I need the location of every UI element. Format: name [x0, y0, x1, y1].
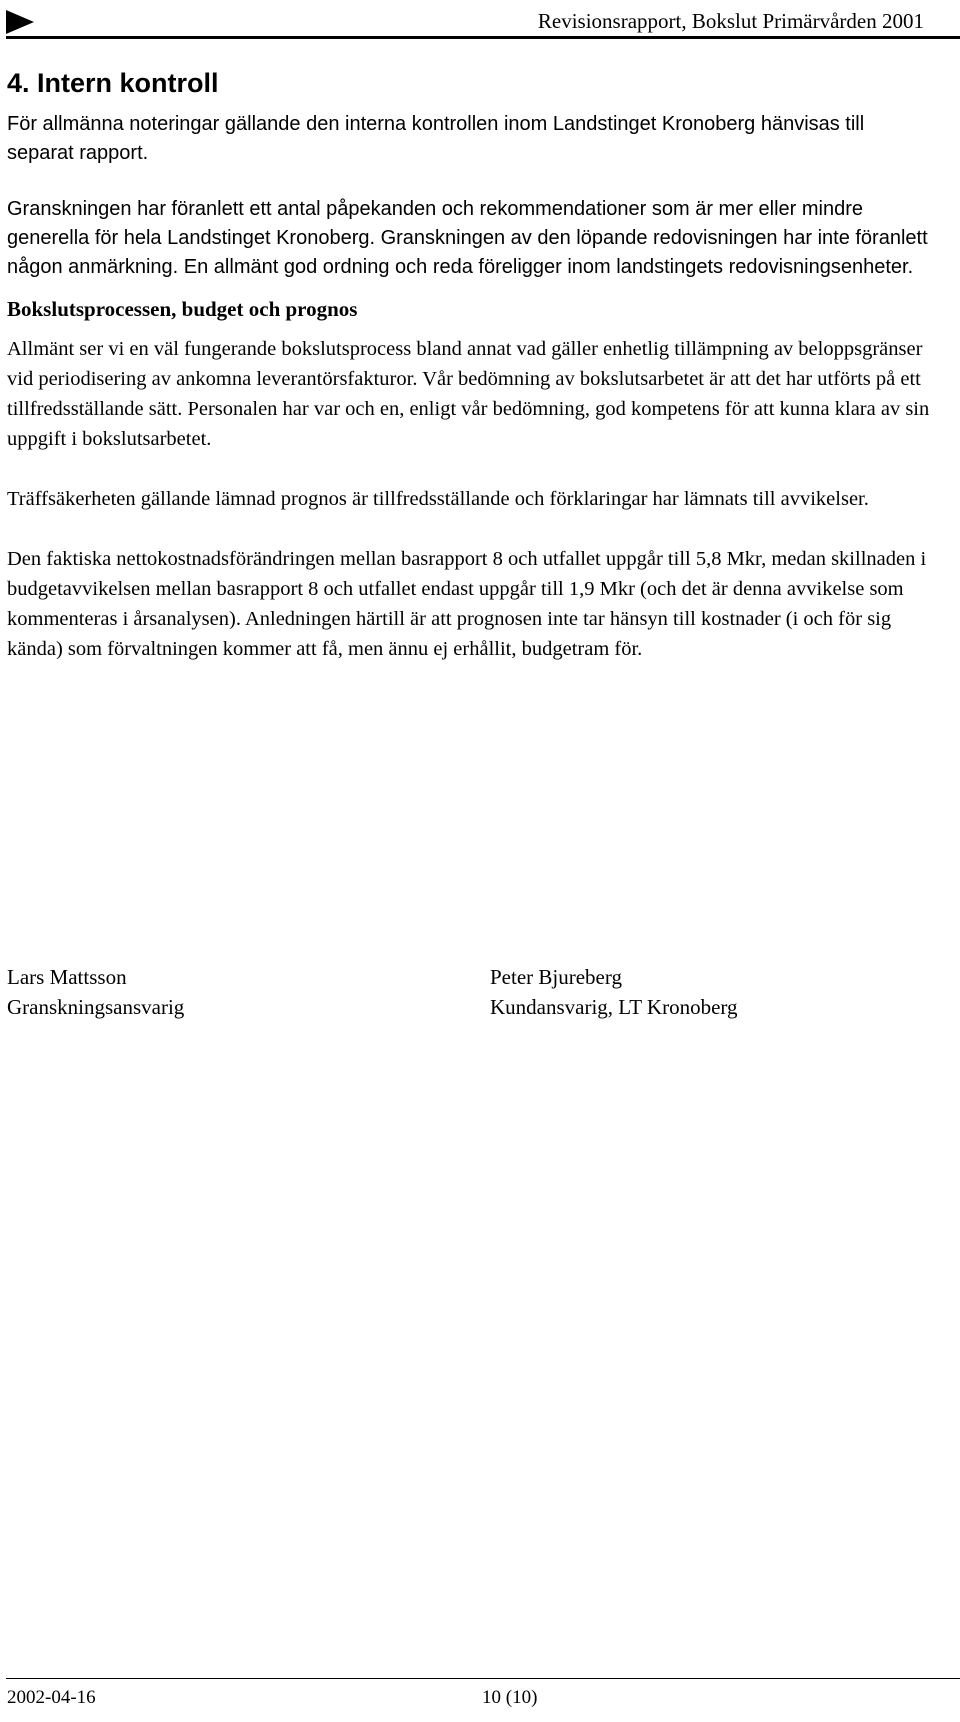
- signature-right: [490, 962, 738, 1022]
- signatory-role: Granskningsansvarig: [7, 995, 185, 1019]
- signature-block: [7, 962, 932, 1032]
- page-number: 10 (10): [482, 1687, 538, 1708]
- subsection-paragraph-3: Den faktiska nettokostnadsförändringen mellan basrapport 8 och utfallet uppgår till 5,8 Mkr, medan skillnaden i budgetavvikelsen mellan basrapport 8 och utfallet endast uppgår till 1,9 Mkr (och det är denna avvikelse som kommenteras i årsanalysen). Anledningen härtill är att prognosen inte tar hänsyn till kostnader (i och för sig kända) som förvaltningen kommer att få, men ännu ej erhållit, budgetram för.: [7, 548, 927, 660]
- document-body: [7, 66, 932, 664]
- signatory-name: Peter Bjureberg: [490, 965, 622, 989]
- footer-divider: [6, 1678, 960, 1679]
- subsection-paragraph-1: Allmänt ser vi en väl fungerande bokslutsprocess bland annat vad gäller enhetlig tillämpning av beloppsgränser vid periodisering av ankomna leverantörsfakturor. Vår bedömning av bokslutsarbetet är att det har utförts på ett tillfredsställande sätt. Personalen har var och en, enligt vår bedömning, god kompetens för att kunna klara av sin uppgift i bokslutsarbetet.: [7, 338, 930, 450]
- subsection-paragraph-2: Träffsäkerheten gällande lämnad prognos är tillfredsställande och förklaringar har lämnats till avvikelser.: [7, 488, 869, 510]
- section-paragraph-2: Granskningen har föranlett ett antal påpekanden och rekommendationer som är mer eller mindre generella för hela Landstinget Kronoberg. Granskningen av den löpande redovisningen har inte föranlett någon anmärkning. En allmänt god ordning och reda föreligger inom landstingets redovisningsenheter.: [7, 198, 928, 278]
- section-heading: 4. Intern kontroll: [7, 68, 219, 98]
- header-divider: [6, 36, 960, 39]
- subsection-heading: Bokslutsprocessen, budget och prognos: [7, 297, 358, 321]
- footer-date: 2002-04-16: [7, 1687, 96, 1708]
- signature-left: [7, 962, 184, 1022]
- running-title: Revisionsrapport, Bokslut Primärvården 2001: [537, 9, 924, 33]
- right-triangle-arrow-icon: [6, 10, 34, 34]
- page-header: [0, 0, 960, 40]
- signatory-name: Lars Mattsson: [7, 965, 127, 989]
- signatory-role: Kundansvarig, LT Kronoberg: [490, 995, 738, 1019]
- section-paragraph-1: För allmänna noteringar gällande den interna kontrollen inom Landstinget Kronoberg hänvisas till separat rapport.: [7, 113, 865, 164]
